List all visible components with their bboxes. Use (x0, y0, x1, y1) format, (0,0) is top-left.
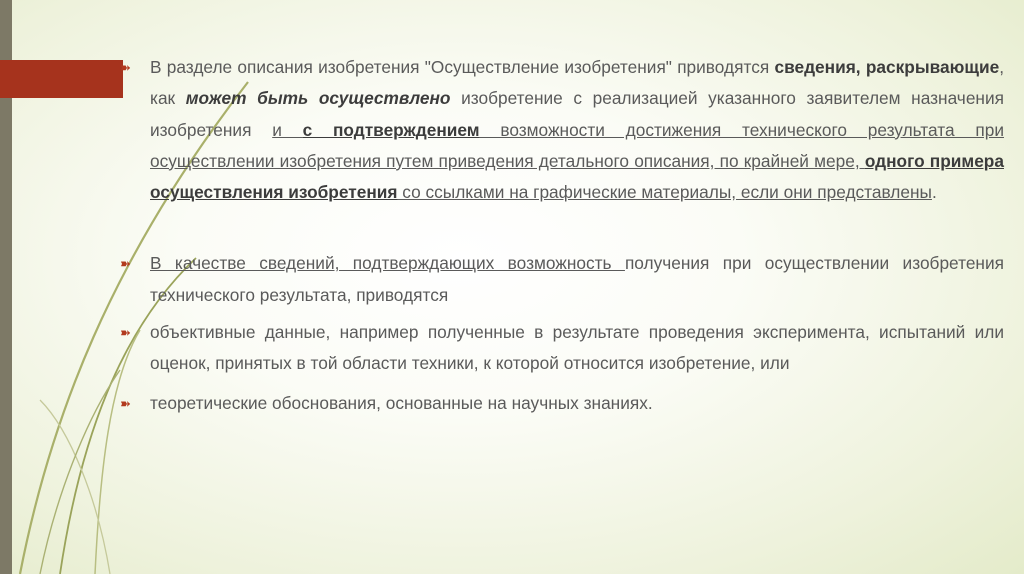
accent-banner (0, 60, 123, 98)
arrow-bullet-icon: ➽ (120, 60, 131, 75)
list-item (120, 388, 1004, 419)
paragraph: теоретические обоснования, основанные на научных знаниях. (150, 392, 653, 413)
paragraph: В разделе описания изобретения "Осуществление изобретения" приводятся сведения, раскрывающие, как может быть осуществлено изобретение с реализацией указанного заявителем назначения изобретения и с подтверждением возможности достижения технического результата при осуществлении изобретения путем приведения детального описания, по крайней мере, одного примера осуществления изобретения со ссылками на графические материалы, если они представлены. (150, 57, 1004, 203)
paragraph: объективные данные, например полученные в результате проведения эксперимента, испытаний или оценок, принятых в той области техники, к которой относится изобретение, или (150, 322, 1004, 374)
list-item (120, 248, 1004, 311)
arrow-bullet-icon: ➽ (120, 395, 131, 411)
arrow-bullet-icon: ➽ (120, 325, 131, 341)
paragraph: В качестве сведений, подтверждающих возможность получения при осуществлении изобретения технического результата, приводятся (150, 253, 1004, 305)
arrow-bullet-icon: ➽ (120, 256, 131, 272)
list-item (120, 317, 1004, 380)
slide-content (120, 52, 1004, 419)
list-item (120, 52, 1004, 208)
